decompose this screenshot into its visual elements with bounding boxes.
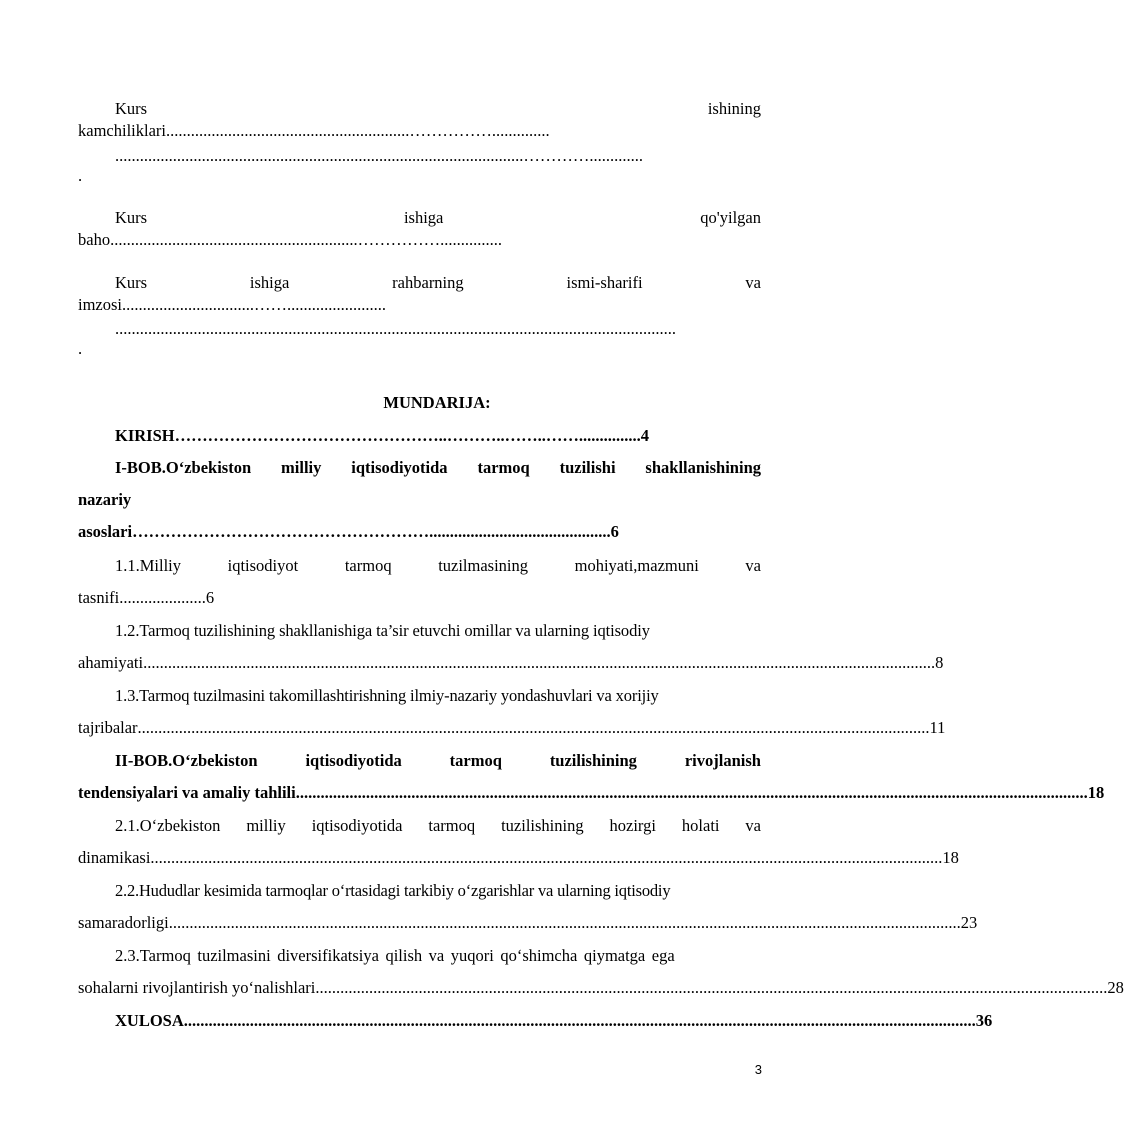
word: tuzilishining — [549, 751, 637, 770]
word: milliy — [281, 458, 322, 477]
page-ref: 18 — [1087, 783, 1105, 802]
word: Kurs — [115, 208, 148, 227]
word: qo'yilgan — [700, 208, 761, 227]
word: ishiga — [403, 208, 444, 227]
word: ishining — [707, 99, 761, 118]
toc-chapter-1-line1 — [115, 458, 761, 478]
word: iqtisodiyotida — [351, 458, 448, 477]
word: va — [745, 556, 761, 575]
word: I-BOB.O‘zbekiston — [115, 458, 252, 477]
dot-leader: ................................................................................................................................................................................................ — [183, 1011, 976, 1030]
toc-entry-text: sohalarni rivojlantirish yo‘nalishlari — [78, 978, 316, 997]
review-baho-line1 — [115, 208, 761, 228]
toc-entry-text: dinamikasi — [78, 848, 151, 867]
review-dot: . — [78, 166, 83, 185]
toc-section-2-3-line2 — [78, 978, 1124, 998]
toc-entry-text: tajribalar — [78, 718, 138, 737]
word: Kurs — [115, 273, 148, 292]
word: tarmoq — [344, 556, 392, 575]
dot-leader: ................................................................................................................................................................................................ — [295, 783, 1088, 802]
toc-section-1-3-line2 — [78, 718, 946, 738]
toc-entry-text: ahamiyati — [78, 653, 144, 672]
review-rahbar-line2: imzosi................................……........................ — [78, 295, 386, 314]
toc-chapter-1-line2: nazariy — [78, 490, 132, 509]
word: tarmoq — [477, 458, 530, 477]
toc-chapter-2-line2 — [78, 783, 1105, 803]
word: 1.1.Milliy — [115, 556, 182, 575]
dot-leader: ................................................................................................................................................................................................ — [143, 653, 936, 672]
review-dotted-line: ...................................................................................................…………............. — [115, 146, 643, 165]
toc-heading: MUNDARIJA: — [383, 393, 491, 412]
toc-entry-kirish: KIRISH…………………………………………..………..……..……...............4 — [115, 426, 649, 445]
word: hozirgi — [609, 816, 656, 835]
word: mohiyati,mazmuni — [574, 556, 699, 575]
word: tuzilmasining — [438, 556, 529, 575]
review-dotted-line: ........................................................................................................................................ — [115, 319, 676, 338]
toc-chapter-1-line3: asoslari………………………………………………............................................6 — [78, 522, 619, 541]
toc-section-2-1-line1 — [115, 816, 761, 836]
toc-section-2-3-line1: 2.3.Tarmoq tuzilmasini diversifikatsiya qilish va yuqori qo‘shimcha qiymatga ega — [115, 946, 675, 965]
word: Kurs — [115, 99, 148, 118]
review-kamchiliklari-line1 — [115, 99, 761, 119]
word: tuzilishi — [559, 458, 616, 477]
word: tarmoq — [449, 751, 502, 770]
toc-section-1-2-line2 — [78, 653, 944, 673]
word: iqtisodiyotida — [305, 751, 402, 770]
toc-entry-text: XULOSA — [115, 1011, 184, 1030]
toc-section-1-1-line2: tasnifi.....................6 — [78, 588, 215, 607]
review-rahbar-line1 — [115, 273, 761, 293]
word: tarmoq — [428, 816, 476, 835]
page-ref: 36 — [975, 1011, 993, 1030]
toc-entry-xulosa — [115, 1011, 993, 1031]
word: iqtisodiyotida — [311, 816, 403, 835]
toc-section-2-2-line1: 2.2.Hududlar kesimida tarmoqlar o‘rtasidagi tarkibiy o‘zgarishlar va ularning iqtisodiy — [115, 881, 671, 900]
word: II-BOB.O‘zbekiston — [115, 751, 258, 770]
word: holati — [681, 816, 720, 835]
toc-entry-text: samaradorligi — [78, 913, 169, 932]
word: iqtisodiyot — [227, 556, 299, 575]
word: tuzilishining — [501, 816, 584, 835]
page-ref: 11 — [929, 718, 946, 737]
toc-section-1-1-line1 — [115, 556, 761, 576]
toc-chapter-2-line1 — [115, 751, 761, 771]
word: va — [745, 816, 761, 835]
word: 2.1.O‘zbekiston — [115, 816, 221, 835]
dot-leader: ................................................................................................................................................................................................ — [168, 913, 961, 932]
toc-section-2-2-line2 — [78, 913, 978, 933]
word: shakllanishining — [645, 458, 761, 477]
page-number: 3 — [754, 1062, 762, 1077]
word: rivojlanish — [684, 751, 761, 770]
word: milliy — [246, 816, 286, 835]
dot-leader: ................................................................................................................................................................................................ — [137, 718, 930, 737]
word: va — [745, 273, 761, 292]
dot-leader: ................................................................................................................................................................................................ — [315, 978, 1108, 997]
word: rahbarning — [392, 273, 464, 292]
word: ishiga — [249, 273, 290, 292]
page-ref: 23 — [960, 913, 978, 932]
toc-section-2-1-line2 — [78, 848, 959, 868]
review-dot: . — [78, 339, 83, 358]
review-baho-line2: baho............................................................……………............... — [78, 230, 502, 249]
word: ismi-sharifi — [566, 273, 643, 292]
toc-section-1-2-line1: 1.2.Tarmoq tuzilishining shakllanishiga ta’sir etuvchi omillar va ularning iqtisodiy — [115, 621, 650, 640]
dot-leader: ................................................................................................................................................................................................ — [150, 848, 943, 867]
toc-entry-text: tendensiyalari va amaliy tahlili — [78, 783, 296, 802]
page-ref: 8 — [935, 653, 944, 672]
page-ref: 28 — [1107, 978, 1124, 997]
page-ref: 18 — [942, 848, 959, 867]
review-kamchiliklari-line2: kamchiliklari...........................................................…………….............. — [78, 121, 550, 140]
toc-section-1-3-line1: 1.3.Tarmoq tuzilmasini takomillashtirishning ilmiy-nazariy yondashuvlari va xorijiy — [115, 686, 659, 705]
